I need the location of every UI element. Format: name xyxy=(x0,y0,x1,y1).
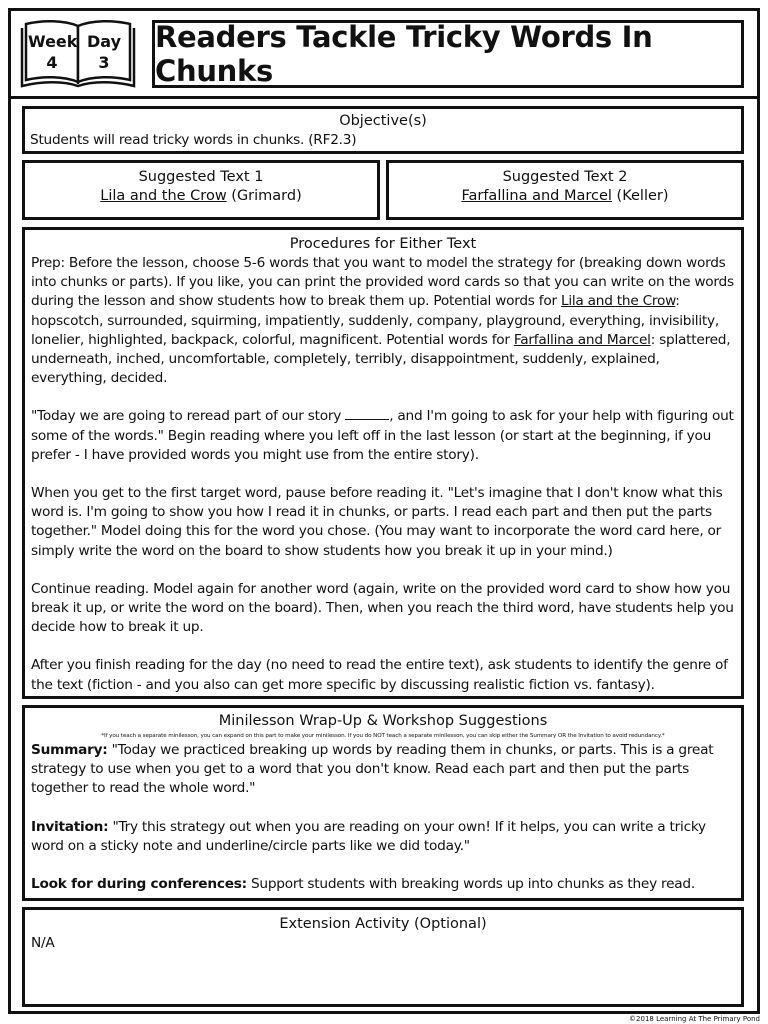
procedures-paragraph-5: After you finish reading for the day (no need to read the entire text), ask students to identify the genre of the text (fiction - and you also can get more specific by discussing realistic fiction vs. fantasy). xyxy=(31,657,728,693)
procedures-prep-paragraph: Prep: Before the lesson, choose 5-6 words that you want to model the strategy for (breaking down words into chunks or parts). If you like, you can print the provided word cards so that you can write on the words during the lesson and show students how to break them up. Potential words for Lila and the Crow: hopscotch, surrounded, squirming, impatiently, suddenly, company, playground, everything, invisibility, lonelier, highlighted, backpack, colorful, magnificent. Potential words for Farfallina and Marcel: splattered, underneath, inched, uncomfortable, completely, terribly, disappointment, suddenly, explained, everything, decided. xyxy=(31,255,734,387)
suggested-text-2-author: (Keller) xyxy=(611,188,669,204)
title-box xyxy=(152,20,744,88)
page-title: Readers Tackle Tricky Words In Chunks xyxy=(155,20,653,88)
extension-box xyxy=(22,907,744,1007)
day-value: 3 xyxy=(98,53,110,72)
suggested-text-1-heading: Suggested Text 1 xyxy=(138,169,264,185)
wrapup-box xyxy=(22,705,744,901)
prep-book-title-2: Farfallina and Marcel xyxy=(513,331,651,348)
procedures-paragraph-4: Continue reading. Model again for another word (again, write on the provided word card to show how you break it up, or write the word on the board). Then, when you reach the third word, have students help you decide how to break it up. xyxy=(31,580,734,636)
procedures-paragraph-2: "Today we are going to reread part of our story , and I'm going to ask for your help with figuring out some of the words." Begin reading where you left off in the last lesson (or start at the beginning, if you prefer - I have provided words you might use from the entire story). xyxy=(31,408,734,463)
lookfor-label: Look for during conferences: xyxy=(31,876,247,893)
wrapup-note: *If you teach a separate minilesson, you can expand on this part to make your minilesson. If you do NOT teach a separate minilesson, you can skip either the Summary OR the Invitation to avoid redundancy.* xyxy=(101,733,665,739)
suggested-text-1-title: Lila and the Crow xyxy=(100,188,227,204)
header-divider xyxy=(8,96,760,99)
procedures-box xyxy=(22,227,744,699)
objective-text: Students will read tricky words in chunks. (RF2.3) xyxy=(30,132,357,148)
lookfor-paragraph: Look for during conferences: Support students with breaking words up into chunks as they read. xyxy=(31,876,695,893)
prep-book-title-1: Lila and the Crow xyxy=(560,293,676,310)
summary-paragraph: Summary: "Today we practiced breaking up words by reading them in chunks, or parts. This is a great strategy to use when you get to a word that you don't know. Read each part and then put the parts together to read the whole word." xyxy=(31,742,714,797)
procedures-paragraph-3: When you get to the first target word, pause before reading it. "Let's imagine that I don't know what this word is. I'm going to show you how I read it in chunks, or parts. I read each part and then put the parts together." Model doing this for the word you chose. (You may want to incorporate the word card here, or simply write the word on the board to show students how you break it up in your mind.) xyxy=(31,485,723,559)
day-label: Day xyxy=(86,32,121,51)
wrapup-heading: Minilesson Wrap-Up & Workshop Suggestions xyxy=(218,713,548,729)
extension-heading: Extension Activity (Optional) xyxy=(279,916,487,932)
invitation-label: Invitation: xyxy=(31,818,109,835)
week-day-book-badge xyxy=(20,18,136,88)
story-title-blank xyxy=(345,408,389,420)
procedures-heading: Procedures for Either Text xyxy=(289,236,477,252)
suggested-text-1-box xyxy=(22,160,380,220)
suggested-text-2-heading: Suggested Text 2 xyxy=(502,169,628,185)
objective-box xyxy=(22,106,744,154)
suggested-text-2-box xyxy=(386,160,744,220)
week-value: 4 xyxy=(46,53,58,72)
suggested-text-2-title: Farfallina and Marcel xyxy=(461,188,612,204)
week-label: Week xyxy=(28,32,78,51)
extension-text: N/A xyxy=(31,935,55,951)
objective-heading: Objective(s) xyxy=(339,113,427,129)
summary-label: Summary: xyxy=(31,742,108,758)
suggested-text-1-author: (Grimard) xyxy=(226,188,302,204)
copyright-footer: ©2018 Learning At The Primary Pond xyxy=(629,1015,760,1023)
invitation-paragraph: Invitation: "Try this strategy out when you are reading on your own! If it helps, you can write a tricky word on a sticky note and underline/circle parts like we did today." xyxy=(31,818,706,854)
